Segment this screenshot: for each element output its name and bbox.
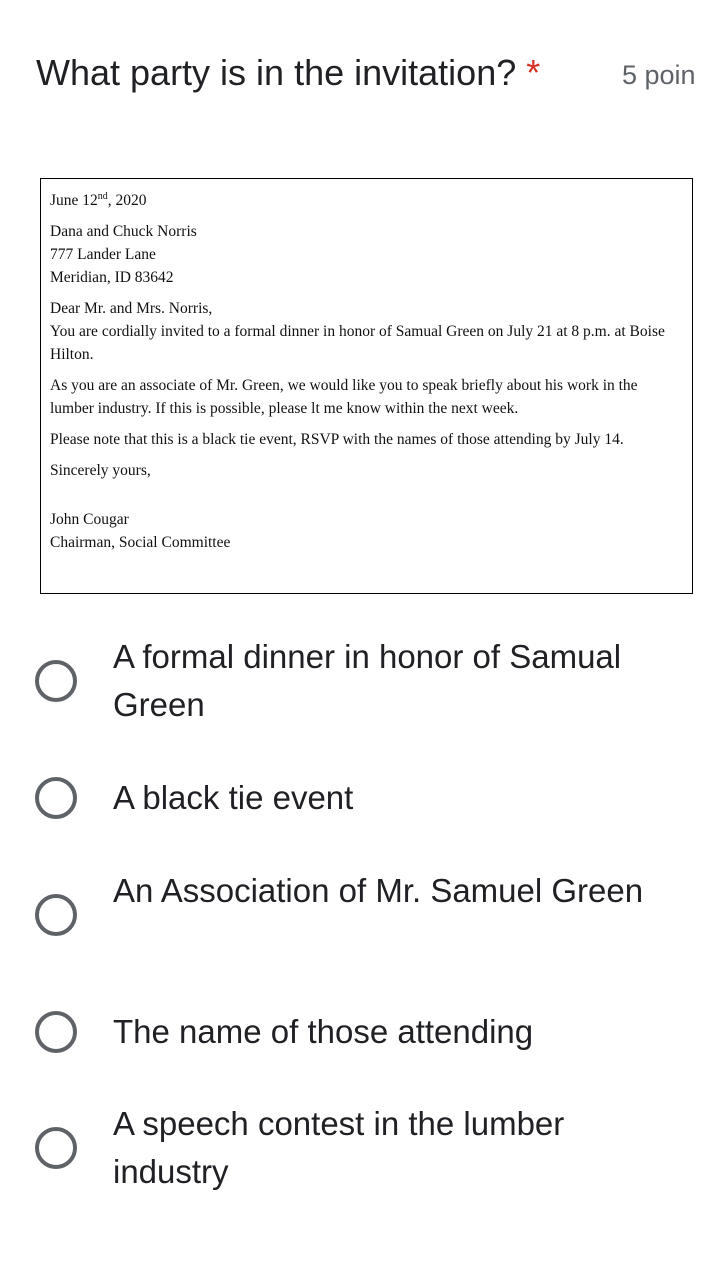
option-label[interactable]: A formal dinner in honor of Samual Green	[113, 638, 622, 723]
option-black-tie-event[interactable]	[0, 772, 708, 832]
letter-signer-name: John Cougar	[50, 511, 129, 528]
question-title: What party is in the invitation?	[36, 52, 517, 93]
option-speech-contest[interactable]	[0, 1100, 708, 1200]
option-label[interactable]: An Association of Mr. Samuel Green	[113, 872, 644, 909]
letter-paragraph-1: You are cordially invited to a formal dinner in honor of Samual Green on July 21 at 8 p.m. at Boise Hilton.	[50, 323, 665, 363]
letter-signer-title: Chairman, Social Committee	[50, 534, 231, 551]
radio-button[interactable]	[35, 894, 77, 936]
invitation-letter-image	[40, 178, 693, 594]
letter-address-block	[50, 220, 684, 289]
radio-button[interactable]	[35, 660, 77, 702]
letter-address-line2: Meridian, ID 83642	[50, 269, 174, 286]
letter-date-ordinal: nd	[97, 190, 108, 202]
letter-date-month-day: June 12	[50, 192, 98, 209]
radio-button[interactable]	[35, 1011, 77, 1053]
letter-date-year: , 2020	[107, 192, 147, 209]
option-label[interactable]: A speech contest in the lumber industry	[113, 1105, 565, 1190]
letter-address-line1: 777 Lander Lane	[50, 246, 156, 263]
option-label[interactable]: A black tie event	[113, 779, 354, 816]
radio-button[interactable]	[35, 777, 77, 819]
letter-paragraph-2: As you are an associate of Mr. Green, we would like you to speak briefly about his work in the lumber industry. If this is possible, please lt me know within the next week.	[50, 377, 638, 417]
option-association[interactable]	[0, 866, 708, 966]
option-formal-dinner[interactable]	[0, 632, 708, 732]
letter-closing: Sincerely yours,	[50, 462, 151, 479]
required-indicator: *	[526, 52, 541, 93]
question-header	[36, 50, 708, 100]
letter-signature-block	[50, 508, 684, 554]
option-names-attending[interactable]	[0, 1006, 708, 1066]
letter-paragraph-3: Please note that this is a black tie event, RSVP with the names of those attending by July 14.	[50, 431, 624, 448]
radio-button[interactable]	[35, 1127, 77, 1169]
letter-date	[50, 189, 684, 212]
points-label: 5 poin	[622, 60, 696, 90]
letter-salutation: Dear Mr. and Mrs. Norris,	[50, 300, 213, 317]
option-label[interactable]: The name of those attending	[113, 1013, 534, 1050]
letter-body-opening	[50, 297, 684, 366]
signature-space	[50, 490, 684, 508]
letter-recipient-name: Dana and Chuck Norris	[50, 223, 197, 240]
